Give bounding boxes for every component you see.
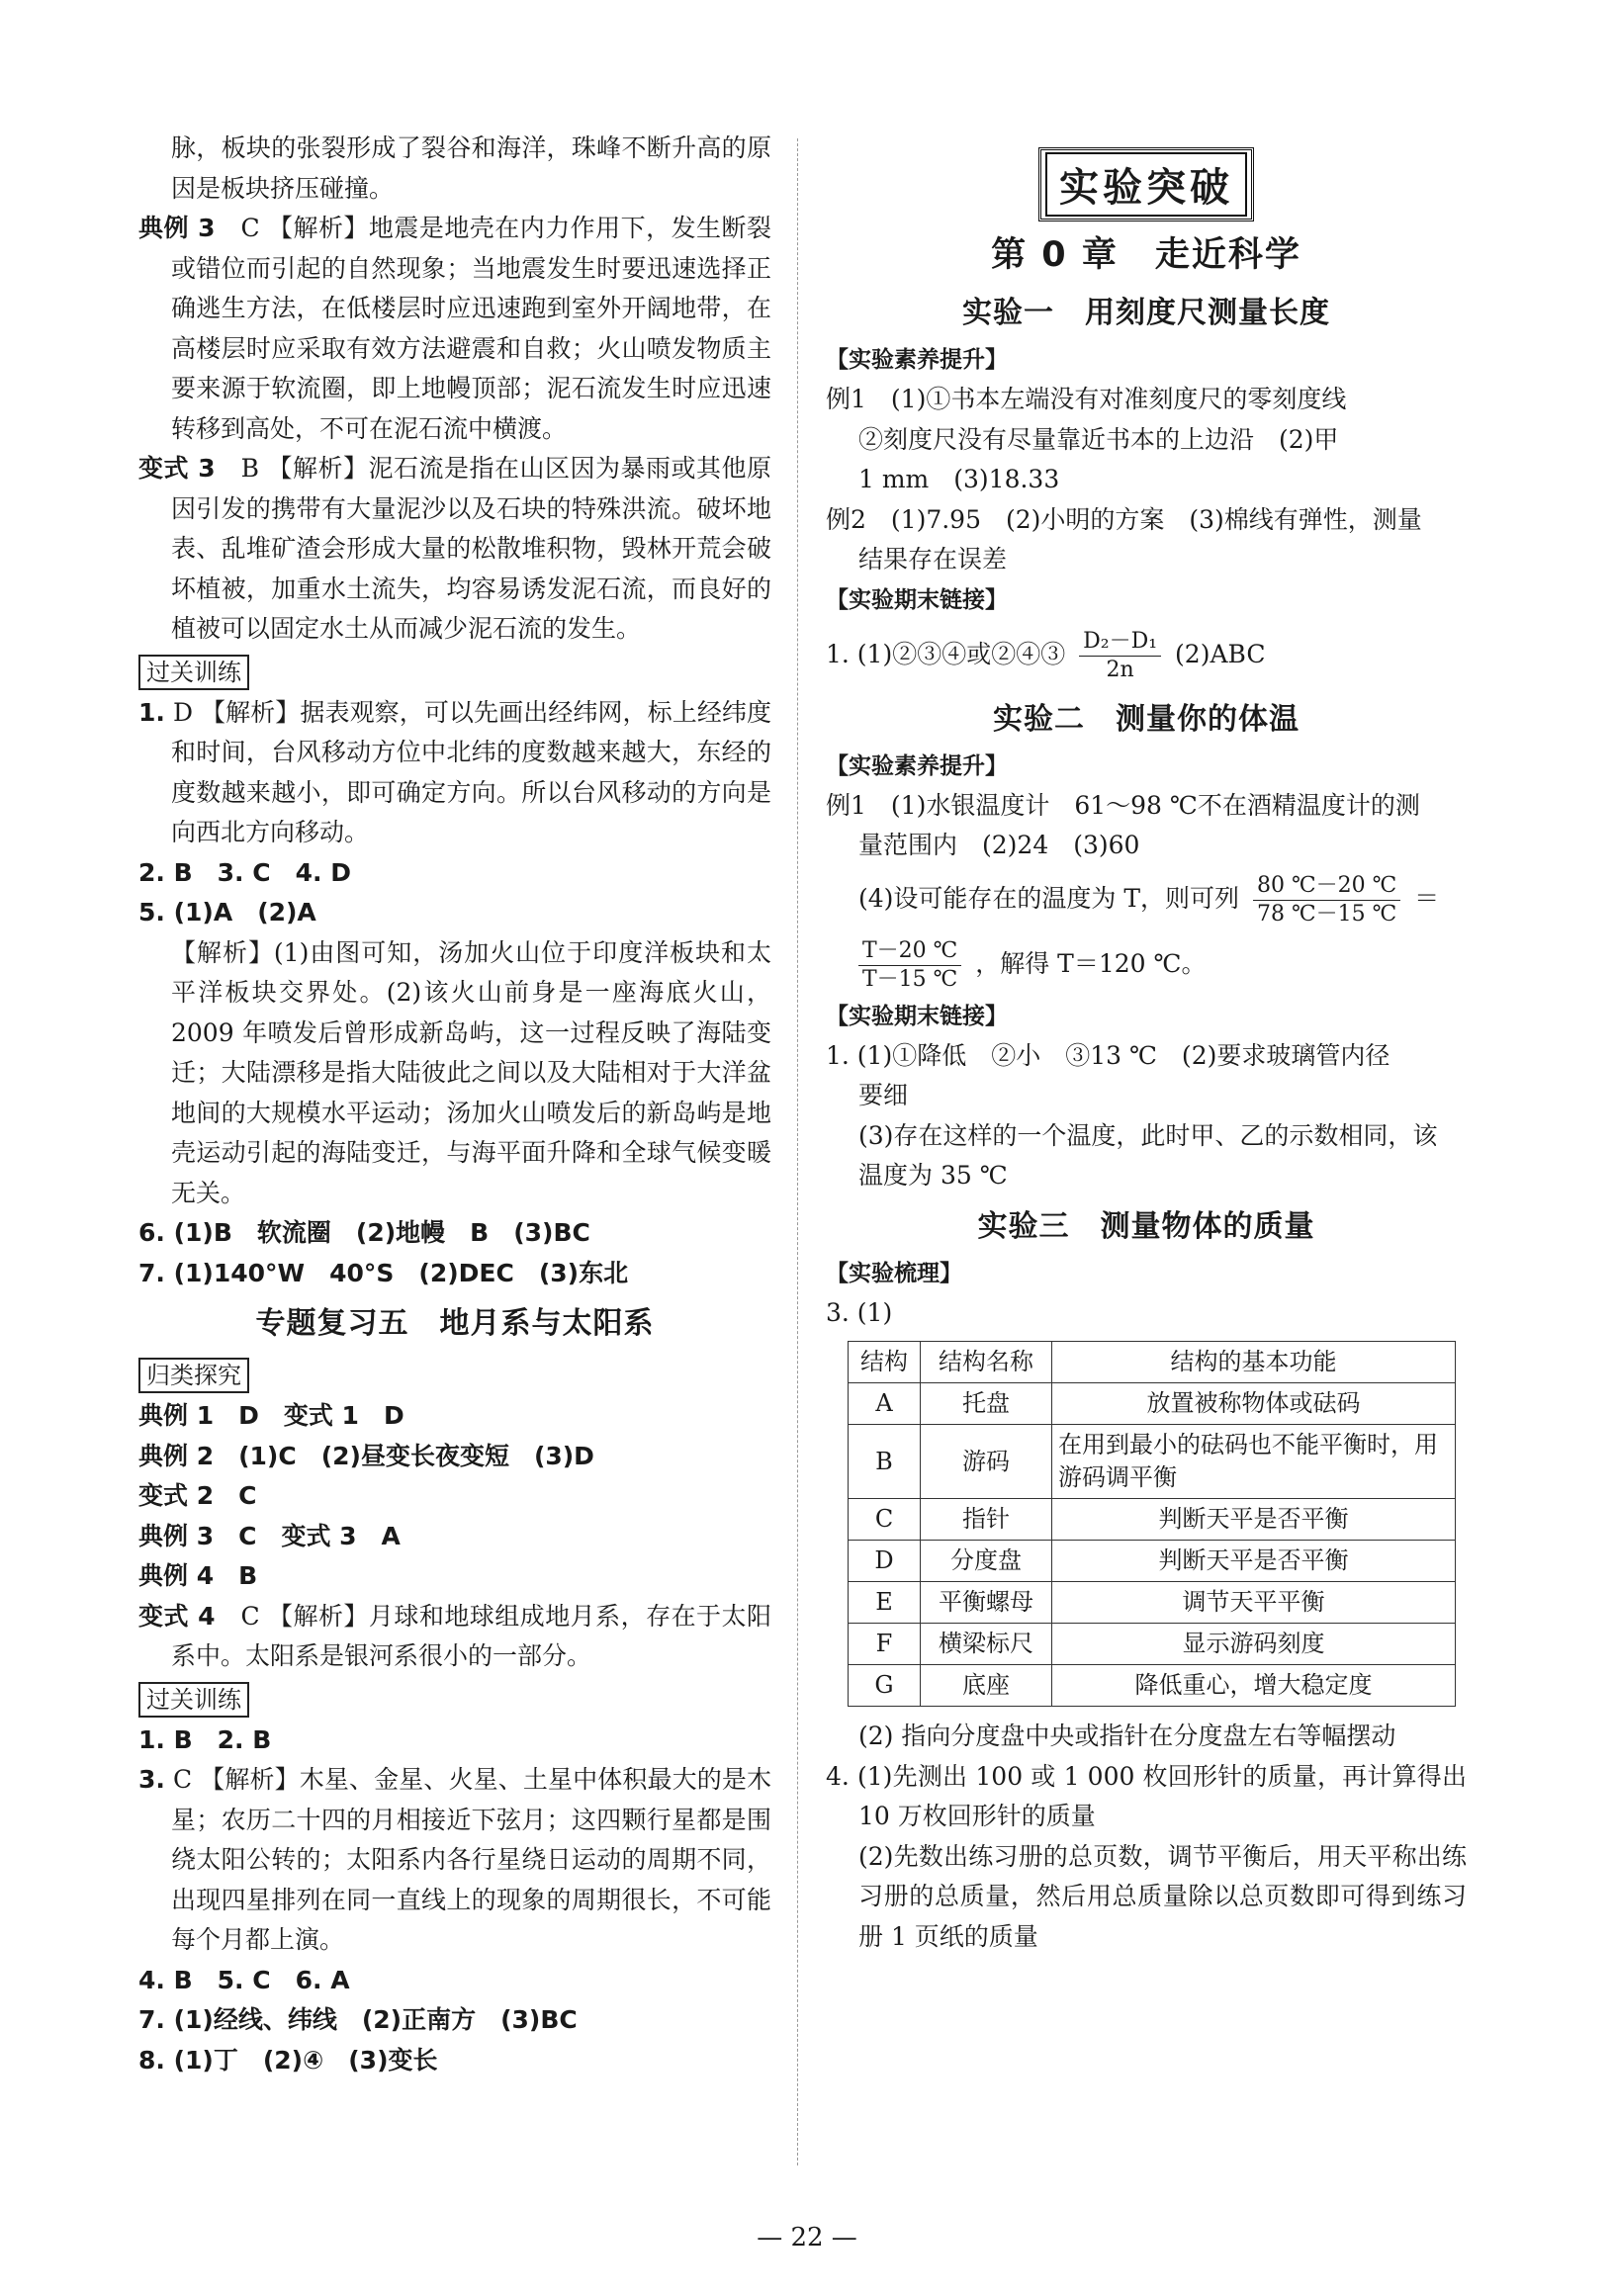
right-column [826, 133, 1467, 1957]
experiment-2-title: 实验二 测量你的体温 [993, 701, 1300, 737]
table-row [849, 1582, 1456, 1624]
table-cell: 分度盘 [921, 1541, 1052, 1582]
table-cell: 判断天平是否平衡 [1052, 1541, 1456, 1582]
table-cell: E [849, 1582, 921, 1624]
review-answers-4-6: 4. B 5. C 6. A [138, 1965, 350, 1994]
fraction-diameter-num: D₂－D₁ [1079, 628, 1161, 657]
exp1-link1-post: (2)ABC [1175, 639, 1266, 668]
table-cell: G [849, 1665, 921, 1707]
sorting-heading: 【实验梳理】 [826, 1260, 962, 1286]
example-1-answer: 典例 1 D 变式 1 D [138, 1401, 404, 1430]
table-cell: B [849, 1425, 921, 1499]
example-3-text: C 【解析】地震是地壳在内力作用下，发生断裂或错位而引起的自然现象；当地震发生时要迅速选择正确逃生方法，在低楼层时应迅速跑到室外开阔地带，在高楼层时应采取有效方法避震和自救；火山喷发物质主要来源于软流圈，即上地幔顶部；泥石流发生时应迅速转移到高处，不可在泥石流中横渡。 [171, 214, 771, 443]
exp1-example2-line1: 例2 (1)7.95 (2)小明的方案 (3)棉线有弹性，测量 [826, 504, 1422, 534]
answer-5: 5. (1)A (2)A [138, 898, 316, 927]
table-row [849, 1425, 1456, 1499]
equals-sign: ＝ [1414, 883, 1440, 913]
fraction-t-den: T－15 ℃ [862, 966, 958, 992]
box-label-categories: 归类探究 [138, 1358, 249, 1393]
fraction-temps-num: 80 ℃－20 ℃ [1253, 872, 1400, 901]
variant-4-label: 变式 4 [138, 1601, 216, 1631]
table-cell: 降低重心，增大稳定度 [1052, 1665, 1456, 1707]
literacy-heading-2: 【实验素养提升】 [826, 752, 1008, 779]
exp3-q4-part2: (2)先数出练习册的总页数，调节平衡后，用天平称出练习册的总质量，然后用总质量除以总页数即可得到练习册 1 页纸的质量 [858, 1841, 1467, 1951]
exp3-q3-part2: (2) 指向分度盘中央或指针在分度盘左右等幅摆动 [858, 1722, 1396, 1750]
table-row [849, 1383, 1456, 1425]
fraction-temps-den: 78 ℃－15 ℃ [1257, 901, 1397, 927]
table-cell: A [849, 1383, 921, 1425]
variant-4-text: C 【解析】月球和地球组成地月系，存在于太阳系中。太阳系是银河系很小的一部分。 [171, 1601, 771, 1670]
balance-structure-table [848, 1341, 1456, 1707]
table-header-cell: 结构的基本功能 [1052, 1342, 1456, 1383]
table-cell: 调节天平平衡 [1052, 1582, 1456, 1624]
table-cell: F [849, 1624, 921, 1665]
left-column [138, 129, 771, 2080]
chapter-title: 第 0 章 走近科学 [991, 235, 1301, 275]
review-answer-7: 7. (1)经线、纬线 (2)正南方 (3)BC [138, 2005, 578, 2034]
final-link-heading-1: 【实验期末链接】 [826, 586, 1008, 613]
question-1-text: D 【解析】据表观察，可以先画出经纬网，标上经纬度和时间，台风移动方位中北纬的度数越来越大，东经的度数越来越小，即可确定方向。所以台风移动的方向是向西北方向移动。 [171, 697, 771, 846]
table-cell: D [849, 1541, 921, 1582]
column-divider [797, 138, 798, 2165]
experiment-1-title: 实验一 用刻度尺测量长度 [962, 296, 1330, 330]
exp1-link1-pre: 1. (1)②③④或②④③ [826, 639, 1066, 668]
table-header-cell: 结构 [849, 1342, 921, 1383]
final-link-heading-2: 【实验期末链接】 [826, 1003, 1008, 1029]
review-question-3-text: C 【解析】木星、金星、火星、土星中体积最大的是木星；农历二十四的月相接近下弦月；这四颗行星都是围绕太阳公转的；太阳系内各行星绕日运动的周期不同，出现四星排列在同一直线上的现象的周期很长，不可能每个月都上演。 [171, 1765, 771, 1954]
continued-paragraph: 脉，板块的张裂形成了裂谷和海洋，珠峰不断升高的原因是板块挤压碰撞。 [171, 133, 771, 203]
variant-3-label: 变式 3 [138, 454, 216, 483]
fraction-temps [1253, 872, 1400, 928]
experiment-3-title: 实验三 测量物体的质量 [977, 1208, 1315, 1244]
exp2-link1-line3: (3)存在这样的一个温度，此时甲、乙的示数相同，该 [858, 1120, 1438, 1150]
table-row [849, 1665, 1456, 1707]
example-3 [138, 209, 771, 449]
exp2-line4-post: ，解得 T＝120 ℃。 [975, 948, 1207, 978]
example-4-answer: 典例 4 B [138, 1561, 258, 1590]
page-number: — 22 — [757, 2223, 857, 2252]
table-header-row [849, 1342, 1456, 1383]
question-1-label: 1. [138, 697, 165, 727]
variant-3 [138, 449, 771, 650]
banner-title: 实验突破 [1045, 152, 1247, 217]
table-cell: 在用到最小的砝码也不能平衡时，用游码调平衡 [1052, 1425, 1456, 1499]
example-2-answer: 典例 2 (1)C (2)昼变长夜变短 (3)D [138, 1441, 594, 1470]
banner [826, 147, 1467, 221]
review-question-3 [138, 1760, 771, 1961]
table-cell: 游码 [921, 1425, 1052, 1499]
table-header-cell: 结构名称 [921, 1342, 1052, 1383]
fraction-t [858, 937, 961, 994]
table-cell: C [849, 1499, 921, 1541]
fraction-diameter [1079, 628, 1161, 684]
exp2-line3-pre: (4)设可能存在的温度为 T，则可列 [858, 883, 1240, 913]
table-row [849, 1624, 1456, 1665]
literacy-heading-1: 【实验素养提升】 [826, 347, 1008, 373]
exp2-link1-line1: 1. (1)①降低 ②小 ③13 ℃ (2)要求玻璃管内径 [826, 1040, 1390, 1070]
table-row [849, 1541, 1456, 1582]
fraction-diameter-den: 2n [1106, 657, 1134, 682]
box-label-training-2: 过关训练 [138, 1682, 249, 1718]
fraction-t-num: T－20 ℃ [858, 937, 961, 966]
variant-2-answer: 变式 2 C [138, 1481, 257, 1510]
question-1 [138, 693, 771, 853]
example-3-label: 典例 3 [138, 214, 216, 242]
box-label-training: 过关训练 [138, 655, 249, 690]
table-cell: 托盘 [921, 1383, 1052, 1425]
exp2-link1-line2: 要细 [858, 1081, 909, 1109]
answer-6: 6. (1)B 软流圈 (2)地幔 B (3)BC [138, 1218, 590, 1247]
table-row [849, 1499, 1456, 1541]
table-cell: 横梁标尺 [921, 1624, 1052, 1665]
section-title: 专题复习五 地月系与太阳系 [255, 1306, 655, 1341]
exp1-link1 [826, 620, 1467, 689]
answers-2-4: 2. B 3. C 4. D [138, 857, 351, 887]
exp3-q3: 3. (1) [826, 1297, 893, 1327]
review-answers-1-2: 1. B 2. B [138, 1724, 272, 1754]
table-cell: 判断天平是否平衡 [1052, 1499, 1456, 1541]
example-3-answer: 典例 3 C 变式 3 A [138, 1521, 401, 1550]
variant-3-text: B 【解析】泥石流是指在山区因为暴雨或其他原因引发的携带有大量泥沙以及石块的特殊洪流。破坏地表、乱堆矿渣会形成大量的松散堆积物，毁林开荒会破坏植被，加重水土流失，均容易诱发泥石流，而良好的植被可以固定水土从而减少泥石流的发生。 [171, 454, 771, 643]
exp2-example1-line2: 量范围内 (2)24 (3)60 [858, 831, 1140, 859]
review-question-3-label: 3. [138, 1765, 165, 1794]
table-cell: 放置被称物体或砝码 [1052, 1383, 1456, 1425]
exp3-q4-part1: 4. (1)先测出 100 或 1 000 枚回形针的质量，再计算得出 10 万枚回形针的质量 [826, 1761, 1467, 1830]
table-cell: 指针 [921, 1499, 1052, 1541]
exp1-example1-line1: 例1 (1)①书本左端没有对准刻度尺的零刻度线 [826, 385, 1347, 413]
table-cell: 底座 [921, 1665, 1052, 1707]
table-cell: 平衡螺母 [921, 1582, 1052, 1624]
exp2-example1-line3 [826, 866, 1467, 931]
review-answer-8: 8. (1)丁 (2)④ (3)变长 [138, 2045, 438, 2075]
exp1-example2-line2: 结果存在误差 [858, 545, 1008, 574]
variant-4 [138, 1597, 771, 1677]
exp2-example1-line4 [826, 931, 1467, 997]
table-cell: 显示游码刻度 [1052, 1624, 1456, 1665]
exp1-example1-line3: 1 mm (3)18.33 [858, 465, 1060, 493]
exp2-example1-line1: 例1 (1)水银温度计 61～98 ℃不在酒精温度计的测 [826, 790, 1420, 820]
answer-5-analysis: 【解析】(1)由图可知，汤加火山位于印度洋板块和太平洋板块交界处。(2)该火山前身是一座海底火山，2009 年喷发后曾形成新岛屿，这一过程反映了海陆变迁；大陆漂移是指大陆彼此之间以及大陆相对于大洋盆地间的大规模水平运动；汤加火山喷发后的新岛屿是地壳运动引起的海陆变迁，与海平面升降和全球气候变暖无关。 [171, 937, 771, 1207]
answer-7: 7. (1)140°W 40°S (2)DEC (3)东北 [138, 1258, 629, 1287]
exp1-example1-line2: ②刻度尺没有尽量靠近书本的上边沿 (2)甲 [858, 424, 1339, 454]
exp2-link1-line4: 温度为 35 ℃ [858, 1161, 1008, 1190]
